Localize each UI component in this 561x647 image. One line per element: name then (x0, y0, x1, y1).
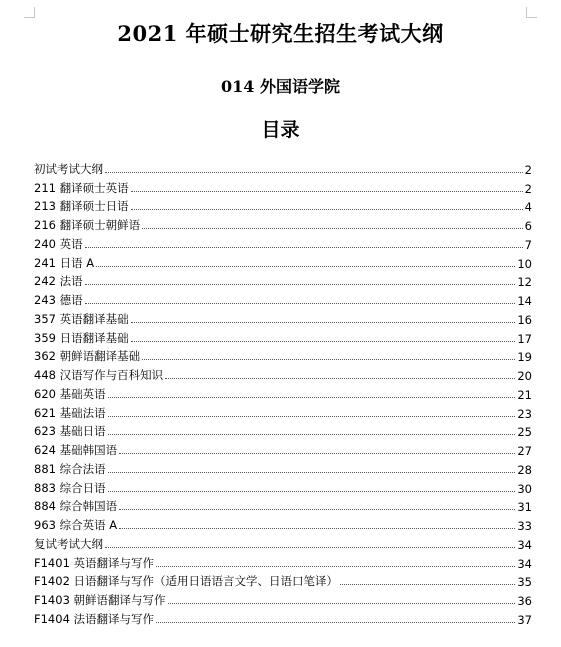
toc-entry-label: 884 综合韩国语 (34, 499, 118, 514)
toc-entry[interactable] (34, 252, 532, 271)
toc-entry-page-number: 31 (517, 500, 532, 515)
toc-entry-label: 881 综合法语 (34, 461, 106, 476)
toc-dot-leader (131, 208, 523, 210)
toc-entry-page-number: 28 (517, 462, 532, 477)
toc-entry-page-number: 10 (517, 256, 532, 271)
toc-entry[interactable] (34, 514, 532, 533)
toc-entry[interactable] (34, 533, 532, 552)
toc-entry[interactable] (34, 196, 532, 215)
toc-entry-page-number: 6 (524, 219, 532, 233)
toc-entry[interactable] (34, 383, 532, 402)
toc-entry-label: 623 基础日语 (34, 424, 106, 439)
toc-entry-label: 211 翻译硕士英语 (34, 180, 129, 195)
toc-entry-label: F1402 日语翻译与写作（适用日语语言文学、日语口笔译） (34, 574, 339, 589)
toc-entry[interactable] (34, 552, 532, 571)
toc-entry-page-number: 16 (517, 312, 532, 327)
toc-dot-leader (105, 171, 523, 173)
toc-heading: 目录 (261, 119, 300, 141)
toc-dot-leader (105, 546, 515, 548)
toc-dot-leader (168, 602, 516, 604)
toc-entry[interactable] (34, 289, 532, 308)
toc-entry-label: F1401 英语翻译与写作 (34, 555, 155, 570)
toc-entry-page-number: 34 (517, 556, 532, 571)
toc-entry[interactable] (34, 177, 532, 196)
toc-entry-page-number: 23 (517, 406, 532, 421)
toc-dot-leader (85, 246, 523, 248)
toc-dot-leader (131, 340, 516, 342)
toc-dot-leader (119, 452, 515, 454)
toc-entry-page-number: 12 (517, 275, 532, 290)
toc-entry[interactable] (34, 271, 532, 290)
toc-entry-page-number: 27 (517, 444, 532, 458)
document-subtitle: 014 外国语学院 (221, 77, 340, 96)
toc-entry-label: 243 德语 (34, 293, 83, 307)
toc-dot-leader (119, 508, 515, 510)
toc-entry-label: 448 汉语写作与百科知识 (34, 368, 164, 382)
toc-dot-leader (108, 433, 516, 435)
toc-entry-page-number: 4 (524, 200, 532, 215)
margin-corner-mark-left (24, 7, 35, 18)
toc-entry-label: 241 日语 A (34, 255, 95, 270)
toc-entry[interactable] (34, 421, 532, 440)
toc-entry[interactable] (34, 571, 532, 590)
toc-entry[interactable] (34, 608, 532, 627)
toc-entry[interactable] (34, 364, 532, 383)
toc-entry-page-number: 17 (517, 331, 532, 346)
toc-entry-page-number: 14 (517, 294, 532, 308)
toc-entry-page-number: 21 (517, 387, 532, 402)
toc-dot-leader (85, 283, 516, 285)
toc-entry-label: 216 翻译硕士朝鲜语 (34, 218, 141, 232)
document-title: 2021 年硕士研究生招生考试大纲 (117, 21, 444, 46)
toc-entry[interactable] (34, 158, 532, 177)
toc-entry-label: 213 翻译硕士日语 (34, 199, 129, 214)
toc-dot-leader (131, 190, 523, 192)
toc-entry-page-number: 25 (517, 425, 532, 440)
toc-entry-page-number: 19 (517, 350, 532, 365)
toc-entry[interactable] (34, 402, 532, 421)
toc-entry-page-number: 35 (517, 575, 532, 590)
toc-dot-leader (142, 227, 523, 229)
toc-entry-label: 362 朝鲜语翻译基础 (34, 349, 141, 364)
toc-dot-leader (108, 471, 516, 473)
toc-entry-page-number: 37 (517, 612, 532, 627)
toc-entry-label: 621 基础法语 (34, 405, 106, 420)
toc-entry[interactable] (34, 477, 532, 496)
margin-corner-mark-right (526, 7, 537, 18)
toc-entry-label: F1403 朝鲜语翻译与写作 (34, 593, 166, 607)
toc-entry[interactable] (34, 214, 532, 233)
toc-entry-label: F1404 法语翻译与写作 (34, 611, 155, 626)
toc-entry-page-number: 33 (517, 519, 532, 533)
toc-entry[interactable] (34, 458, 532, 477)
toc-entry-label: 883 综合日语 (34, 480, 106, 495)
toc-entry[interactable] (34, 439, 532, 458)
toc-entry-label: 963 综合英语 A (34, 518, 118, 532)
toc-dot-leader (131, 321, 516, 323)
toc-dot-leader (156, 565, 515, 567)
toc-entry-label: 初试考试大纲 (34, 161, 103, 176)
toc-dot-leader (119, 527, 515, 529)
toc-entry-page-number: 30 (517, 481, 532, 496)
toc-dot-leader (96, 265, 515, 267)
toc-entry-label: 620 基础英语 (34, 386, 106, 401)
toc-entry[interactable] (34, 589, 532, 608)
toc-entry-page-number: 34 (517, 537, 532, 552)
toc-entry-label: 624 基础韩国语 (34, 443, 118, 457)
toc-entry-label: 359 日语翻译基础 (34, 330, 129, 345)
toc-entry[interactable] (34, 327, 532, 346)
toc-entry-page-number: 2 (524, 162, 532, 177)
toc-dot-leader (142, 358, 515, 360)
toc-entry-label: 240 英语 (34, 236, 83, 251)
toc-dot-leader (85, 302, 516, 304)
toc-entry-page-number: 2 (524, 181, 532, 196)
toc-entry[interactable] (34, 346, 532, 365)
toc-entry-label: 357 英语翻译基础 (34, 311, 129, 326)
toc-dot-leader (108, 415, 516, 417)
toc-entry-label: 复试考试大纲 (34, 536, 103, 551)
toc-entry-page-number: 20 (517, 369, 532, 383)
toc-entry-page-number: 36 (517, 594, 532, 608)
toc-dot-leader (156, 621, 515, 623)
toc-entry[interactable] (34, 496, 532, 515)
table-of-contents (34, 158, 532, 627)
toc-entry[interactable] (34, 308, 532, 327)
toc-dot-leader (108, 396, 516, 398)
toc-dot-leader (165, 377, 515, 379)
toc-dot-leader (108, 490, 516, 492)
toc-dot-leader (340, 583, 515, 585)
toc-entry-label: 242 法语 (34, 274, 83, 289)
toc-entry[interactable] (34, 233, 532, 252)
toc-entry-page-number: 7 (524, 237, 532, 252)
